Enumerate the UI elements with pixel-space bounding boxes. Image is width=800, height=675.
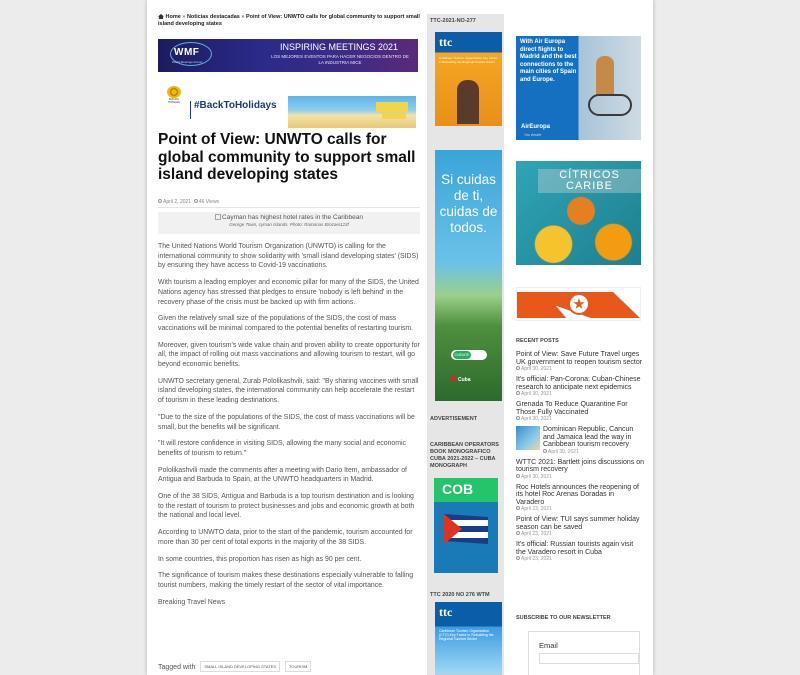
home-icon xyxy=(158,14,164,19)
hashtag-text: #BackToHolidays xyxy=(194,100,277,111)
list-item xyxy=(516,376,644,398)
air-europa-tagline: You decide xyxy=(524,133,542,137)
recent-post-date: April 23, 2021 xyxy=(521,531,552,537)
newsletter-title: SUBSCRIBE TO OUR NEWSLETTER xyxy=(516,615,611,621)
article-paragraph: "It will restore confidence in visiting SIDS, allowing the many social and economic benefits of tourism to return." xyxy=(158,440,406,457)
recent-post-date: April 23, 2021 xyxy=(521,556,552,562)
eye-icon xyxy=(194,199,198,203)
article-source: Breaking Travel News xyxy=(158,598,226,606)
wmf-headline: INSPIRING MEETINGS 2021 xyxy=(280,42,399,52)
list-item xyxy=(516,351,644,373)
cuba-ad[interactable] xyxy=(435,150,502,401)
beach-image xyxy=(288,96,416,128)
bicycle-icon xyxy=(588,94,632,116)
breadcrumb-separator: » xyxy=(182,14,186,20)
recent-post-date: April 30, 2021 xyxy=(521,391,552,397)
sign-icon xyxy=(382,113,406,119)
recent-post-date: April 30, 2021 xyxy=(521,366,552,372)
advertisement-label: ADVERTISEMENT xyxy=(430,416,478,422)
citricos-title: CÍTRICOS CARIBE xyxy=(538,169,641,193)
citricos-caribe-ad[interactable] xyxy=(516,161,641,265)
recent-post-link[interactable]: Dominican Republic, Cancun and Jamaica lead the way in Caribbean tourism recovery xyxy=(543,426,634,448)
article-title: Point of View: UNWTO calls for global community to support small island developing states xyxy=(158,131,416,183)
article-paragraph: The United Nations World Tourism Organization (UNWTO) is calling for the international community to show solidarity with 'small island developing states' (SIDS) by ensuring they have access to Covid-19 vaccinations. xyxy=(158,243,419,270)
wmf-logo-sub: World Meetings Forum xyxy=(172,60,203,64)
list-item xyxy=(516,401,644,423)
article-meta xyxy=(158,199,219,205)
article-paragraph: "Due to the size of the populations of the SIDS, the cost of mass vaccinations will be small, but the benefits will be significant. xyxy=(158,413,415,431)
wmf-banner-ad[interactable] xyxy=(158,39,418,72)
middle-sidebar xyxy=(427,14,504,675)
article-paragraph: Pololikashvili made the comments after a meeting with Dario Item, ambassador of Antigua and Barbuda to Spain, at the UNWTO headquarters in Madrid. xyxy=(158,466,407,484)
divider xyxy=(190,101,191,119)
ttc-logo: ttc xyxy=(439,605,453,619)
tag-tourism[interactable]: TOURISM xyxy=(285,661,311,672)
clock-icon xyxy=(516,506,520,510)
cuba-ad-text: Si cuidas de ti, cuidas de todos. xyxy=(439,172,498,235)
article-views: 46 Views xyxy=(198,199,220,205)
ttc-cover-subtitle: Caribbean Tourism Organization Key Factor in Rebuilding the Regional Tourism Sector xyxy=(439,56,498,64)
article-paragraph: According to UNWTO data, prior to the start of the pandemic, tourism accounted for more than 30 per cent of total exports in the majority of the 38 SIDS. xyxy=(158,529,413,546)
article-date: April 2, 2021 xyxy=(163,199,192,205)
cuba-logo xyxy=(451,376,471,383)
air-europa-text: With Air Europa direct flights to Madrid and the best connections to the main cities of Spain and Europe. xyxy=(520,39,577,83)
recent-posts-list xyxy=(516,351,644,566)
divider xyxy=(158,207,420,208)
recent-post-thumbnail[interactable] xyxy=(516,426,540,450)
breadcrumb-separator: » xyxy=(241,14,245,20)
article-paragraph: Moreover, given tourism's wide value chain and proven ability to create opportunity for all, the impact of rolling out mass vaccinations and allowing tourism to restart, will go beyond economic benefits. xyxy=(158,341,420,369)
cuidate-label: CUÍDATE xyxy=(454,353,470,357)
tagged-label: Tagged with xyxy=(158,664,196,671)
image-alt-text: Cayman has highest hotel rates in the Caribbean xyxy=(222,214,363,221)
person-image xyxy=(457,80,479,124)
bocata-logo-text: BOCATA HOTELES xyxy=(168,98,180,104)
recent-post-link[interactable]: It's official: Russian tourists again visit the Varadero resort in Cuba xyxy=(516,541,634,556)
cob-magazine-cover[interactable] xyxy=(434,478,498,573)
cuba-flag-icon xyxy=(450,375,457,382)
orange-star-ad[interactable] xyxy=(516,287,641,321)
clock-icon xyxy=(516,531,520,535)
list-item xyxy=(516,484,644,514)
air-europa-ad[interactable] xyxy=(516,36,641,140)
article-figure xyxy=(158,212,420,234)
page xyxy=(147,0,653,675)
clock-icon xyxy=(516,416,520,420)
article-paragraph: The significance of tourism makes these destinations especially vulnerable to falling tourist numbers, making the timely restart of the sector of vital importance. xyxy=(158,572,414,589)
breadcrumb-current: Point of View: UNWTO calls for global community to support small island developing states xyxy=(158,14,420,27)
breadcrumb xyxy=(158,14,420,28)
cob-logo: COB xyxy=(442,481,474,497)
ttc2-widget-title: TTC 2020 NO 276 WTM xyxy=(430,592,490,598)
tag-small-island[interactable]: SMALL ISLAND DEVELOPING STATES xyxy=(200,661,280,672)
person-image xyxy=(596,56,614,96)
sign-icon xyxy=(376,102,408,112)
recent-post-link[interactable]: Grenada To Reduce Quarantine For Those Fully Vaccinated xyxy=(516,401,628,416)
bocata-logo xyxy=(164,84,184,112)
article-paragraph: UNWTO secretary general, Zurab Pololikashvili, said: "By sharing vaccines with small island developing states, the international community can help accelerate the restart of tourism in these leading destinations. xyxy=(158,377,419,405)
ttc2-cover-subtitle: Caribbean Tourism Organization (CTO) Key Factor in Rebuilding the Regional Tourism Sector xyxy=(439,629,494,641)
article-paragraph: With tourism a leading employer and economic pillar for many of the SIDS, the United Nations agency has stressed that pledges to ensure 'nobody is left behind' in the recovery phase of the crisis must be backed up with firm actions. xyxy=(158,279,419,306)
recent-post-date: April 23, 2021 xyxy=(521,506,552,512)
broken-image-icon xyxy=(215,214,221,220)
article-body xyxy=(158,242,420,614)
recent-post-date: April 30, 2021 xyxy=(521,416,552,422)
recent-post-date: April 30, 2021 xyxy=(521,473,552,480)
recent-post-link[interactable]: It's official: Pan-Corona: Cuban-Chinese research to anticipate next epidemics xyxy=(516,376,641,391)
recent-post-link[interactable]: WTTC 2021: Bartlett joins discussions on tourism recovery xyxy=(516,458,644,473)
main-column xyxy=(158,14,420,671)
wmf-subline: LOS MEJORES EVENTOS PARA HACER NEGOCIOS DENTRO DE LA INDUSTRIA MICE xyxy=(271,54,409,65)
air-europa-logo: AirEuropa xyxy=(521,124,551,130)
email-label: Email xyxy=(539,641,558,650)
recent-post-link[interactable]: Point of View: TUI says summer holiday season can be saved xyxy=(516,516,640,531)
article-paragraph: Given the relatively small size of the populations of the SIDS, the cost of mass vaccinations will be minimal compared to the potential benefits of restarting tourism. xyxy=(158,315,414,332)
list-item xyxy=(516,541,644,563)
recent-posts-title: RECENT POSTS xyxy=(516,338,559,344)
ttc-logo: ttc xyxy=(439,35,453,49)
clock-icon xyxy=(543,449,547,453)
cob-widget-title: CARIBBEAN OPERATORS BOOK MONOGRAFICO CUBA 2021-2022 – CUBA MONOGRAPH xyxy=(430,442,499,469)
clock-icon xyxy=(516,556,520,560)
crown-icon xyxy=(167,86,181,98)
clock-icon xyxy=(158,199,162,203)
tag-list xyxy=(158,661,311,672)
list-item xyxy=(516,426,644,456)
list-item xyxy=(516,516,644,538)
ttc-widget-title: TTC-2021-NO-277 xyxy=(430,18,476,24)
email-field[interactable] xyxy=(539,653,639,664)
back-to-holidays-banner-ad[interactable] xyxy=(158,82,420,115)
image-caption: George Town, cyman Islands. Photo: Ramonas Brozaei123f xyxy=(229,222,349,227)
newsletter-form xyxy=(528,631,640,675)
ttc-magazine-cover[interactable] xyxy=(435,32,502,126)
ttc2-magazine-cover[interactable] xyxy=(435,602,502,675)
breadcrumb-home[interactable]: Home xyxy=(165,14,181,20)
article-paragraph: One of the 38 SIDS, Antigua and Barbuda is a top tourism destination and is looking to the restart of tourism to protect businesses and jobs and economic growth at both the national and local level. xyxy=(158,493,415,520)
wmf-logo: WMF xyxy=(174,47,200,58)
recent-post-link[interactable]: Point of View: Save Future Travel urges UK government to reopen tourism sector xyxy=(516,351,643,366)
recent-post-date: April 30, 2021 xyxy=(548,448,579,455)
clock-icon xyxy=(516,366,520,370)
list-item xyxy=(516,459,644,481)
recent-post-link[interactable]: Roc Hotels announces the reopening of its hotel Roc Arenas Doradas in Varadero xyxy=(516,483,639,506)
clock-icon xyxy=(516,474,520,478)
article-paragraph: In some countries, this proportion has risen as high as 90 per cent. xyxy=(158,555,362,563)
breadcrumb-section[interactable]: Noticias destacadas xyxy=(186,14,240,20)
clock-icon xyxy=(516,391,520,395)
cuidate-toggle xyxy=(451,350,487,360)
cuba-logo-text: Cuba xyxy=(458,377,471,383)
